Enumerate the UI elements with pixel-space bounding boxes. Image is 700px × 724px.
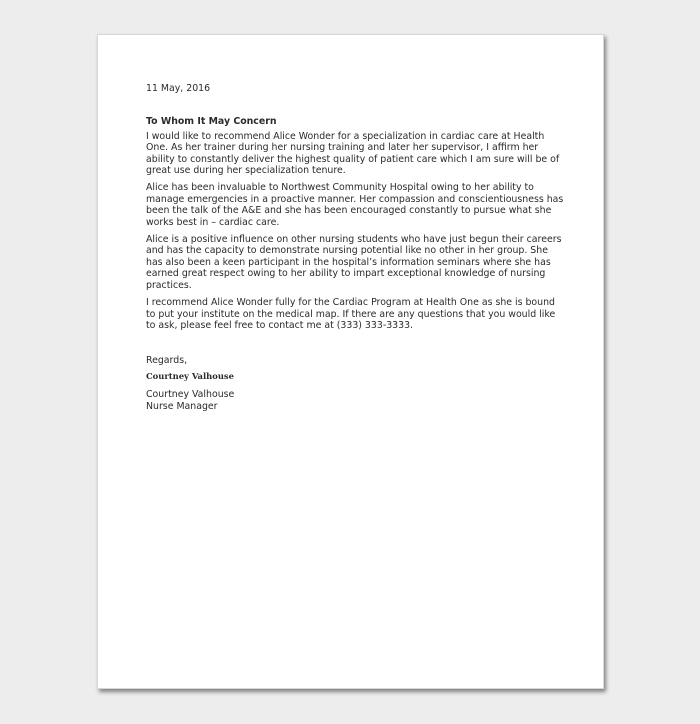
letter-body xyxy=(146,83,566,412)
letter-closing: Regards, xyxy=(146,355,188,367)
signature: Courtney Valhouse xyxy=(146,370,234,381)
paragraph-4: I recommend Alice Wonder fully for the Cardiac Program at Health One as she is bound to put your institute on the medical map. If there are any questions that you would like to ask, please feel free to contact me at (333) 333-3333. xyxy=(146,297,556,331)
letter-date: 11 May, 2016 xyxy=(146,83,211,94)
signer-title: Nurse Manager xyxy=(146,400,218,412)
paragraph-3: Alice is a positive influence on other nursing students who have just begun their careers and has the capacity to demonstrate nursing potential like no other in her group. She has also been a keen participant in the hospital’s information seminars where she has earned great respect owing to her ability to impart exceptional knowledge of nursing practices. xyxy=(146,234,562,291)
letter-salutation: To Whom It May Concern xyxy=(146,116,277,128)
paragraph-2: Alice has been invaluable to Northwest Community Hospital owing to her ability to manage emergencies in a proactive manner. Her compassion and conscientiousness has been the talk of the A&E and she has been encouraged constantly to pursue what she works best in – cardiac care. xyxy=(146,182,564,228)
letter-page xyxy=(97,34,604,689)
paragraph-1: I would like to recommend Alice Wonder for a specialization in cardiac care at Health One. As her trainer during her nursing training and later her supervisor, I affirm her ability to constantly deliver the highest quality of patient care which I am sure will be of great use during her specialization tenure. xyxy=(146,130,560,177)
signer-name: Courtney Valhouse xyxy=(146,389,235,401)
